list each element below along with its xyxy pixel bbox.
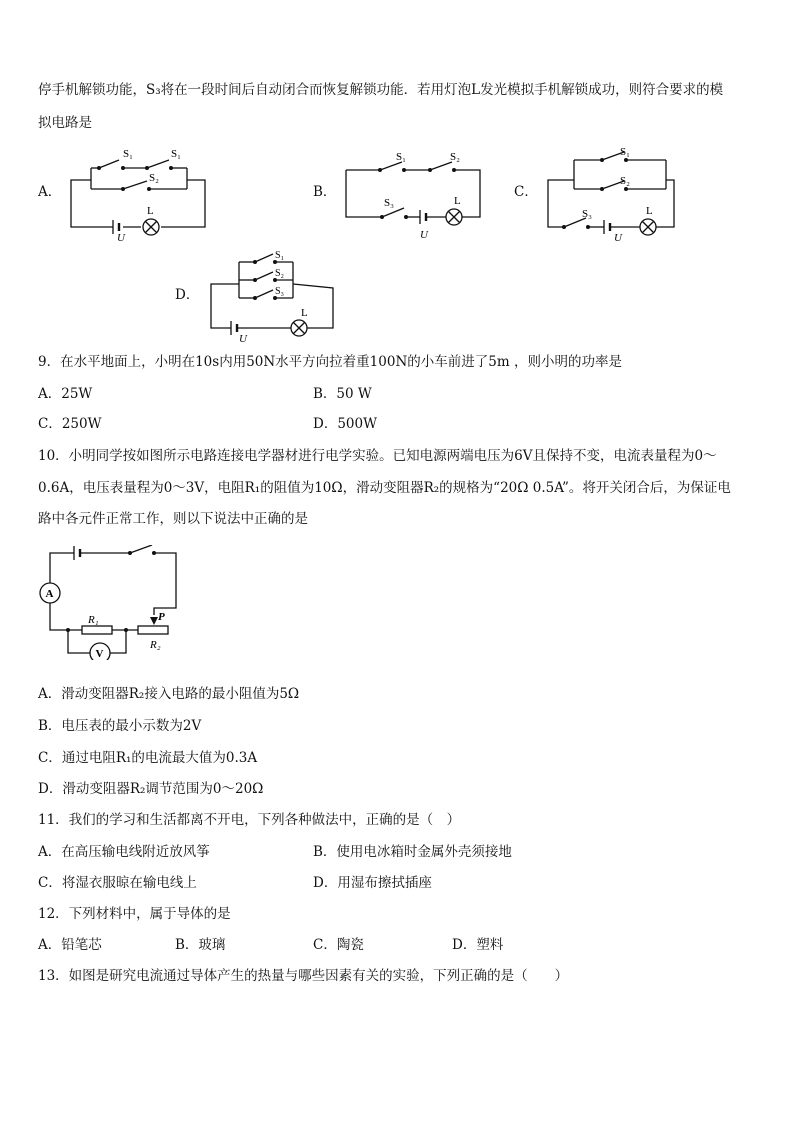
q8-a-label-lamp: L — [147, 205, 154, 217]
q10-r1-label: R₁ — [88, 614, 99, 626]
q8-d-label-source: U — [239, 333, 247, 343]
q8-d-label-s2: S₂ — [275, 268, 285, 279]
q10-circuit — [38, 545, 188, 660]
q9-option-c[interactable]: C．250W — [38, 416, 102, 432]
q10-option-b[interactable]: B．电压表的最小示数为2V — [38, 718, 202, 734]
q9-stem: 9．在水平地面上，小明在10s内用50N水平方向拉着重100N的小车前进了5m ，则小明的功率是 — [38, 354, 622, 370]
q8-option-a-letter[interactable]: A． — [38, 184, 62, 200]
q8-stem-line2: 拟电路是 — [38, 115, 92, 131]
q8-c-label-s1: S₁ — [620, 146, 630, 158]
q8-circuit-c — [542, 143, 682, 243]
q8-a-label-s1b: S₁ — [171, 148, 181, 160]
q8-circuit-b — [340, 148, 490, 243]
q10-option-c[interactable]: C．通过电阻R₁的电流最大值为0.3A — [38, 750, 258, 766]
q10-stem-line2: 0.6A，电压表量程为0～3V，电阻R₁的阻值为10Ω，滑动变阻器R₂的规格为“20Ω 0.5A”。将开关闭合后，为保证电 — [38, 480, 731, 496]
q8-option-d-letter[interactable]: D． — [175, 287, 200, 303]
q12-option-a[interactable]: A．铅笔芯 — [38, 937, 102, 953]
q12-stem: 12．下列材料中，属于导体的是 — [38, 906, 231, 922]
q10-stem-line3: 路中各元件正常工作，则以下说法中正确的是 — [38, 511, 308, 527]
q8-b-label-s2: S₂ — [450, 151, 460, 163]
q11-option-a[interactable]: A．在高压输电线附近放风筝 — [38, 844, 210, 860]
q8-c-label-source: U — [614, 232, 622, 243]
q8-b-label-source: U — [420, 229, 428, 241]
q8-option-b-letter[interactable]: B． — [313, 184, 337, 200]
q8-circuit-a — [65, 143, 215, 243]
q12-option-d[interactable]: D．塑料 — [452, 937, 504, 953]
q8-d-label-lamp: L — [301, 307, 308, 319]
q8-a-label-s1: S₁ — [123, 148, 133, 160]
q8-b-label-s1: S₁ — [396, 151, 406, 163]
q8-d-label-s3: S₃ — [275, 286, 285, 297]
q9-option-b[interactable]: B．50 W — [313, 386, 372, 402]
q10-option-a[interactable]: A．滑动变阻器R₂接入电路的最小阻值为5Ω — [38, 686, 300, 702]
q8-option-c-letter[interactable]: C． — [514, 184, 538, 200]
q11-option-c[interactable]: C．将湿衣服晾在输电线上 — [38, 875, 197, 891]
q8-c-label-lamp: L — [646, 205, 653, 217]
q8-b-label-lamp: L — [454, 195, 461, 207]
q8-c-label-s3: S₃ — [582, 208, 592, 220]
q12-option-c[interactable]: C．陶瓷 — [313, 937, 364, 953]
q8-c-label-s2: S₂ — [620, 175, 630, 187]
q10-slider-label: P — [158, 611, 165, 623]
q8-circuit-d — [205, 248, 340, 343]
q10-voltmeter-label: V — [95, 648, 104, 660]
q8-a-label-source: U — [117, 232, 125, 243]
q11-option-d[interactable]: D．用湿布擦拭插座 — [313, 875, 432, 891]
q10-option-d[interactable]: D．滑动变阻器R₂调节范围为0～20Ω — [38, 781, 264, 797]
q10-ammeter-label: A — [45, 588, 54, 600]
q9-option-d[interactable]: D．500W — [313, 416, 377, 432]
q8-a-label-s2: S₂ — [149, 172, 159, 184]
q13-stem: 13．如图是研究电流通过导体产生的热量与哪些因素有关的实验，下列正确的是（ ） — [38, 968, 569, 984]
q10-r2-label: R₂ — [150, 639, 161, 651]
q9-option-a[interactable]: A．25W — [38, 386, 93, 402]
q12-option-b[interactable]: B．玻璃 — [175, 937, 226, 953]
q8-stem-line1: 停手机解锁功能，S₃将在一段时间后自动闭合而恢复解锁功能．若用灯泡L发光模拟手机解锁成功，则符合要求的模 — [38, 82, 724, 98]
q8-b-label-s3: S₃ — [384, 197, 394, 209]
q10-stem-line1: 10．小明同学按如图所示电路连接电学器材进行电学实验。已知电源两端电压为6V且保持不变，电流表量程为0～ — [38, 448, 717, 464]
q8-d-label-s1: S₁ — [275, 250, 285, 261]
q11-option-b[interactable]: B．使用电冰箱时金属外壳须接地 — [313, 844, 512, 860]
q11-stem: 11．我们的学习和生活都离不开电，下列各种做法中，正确的是（ ） — [38, 812, 461, 828]
